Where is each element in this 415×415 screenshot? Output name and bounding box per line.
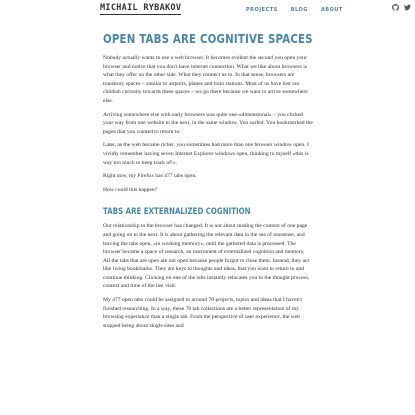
site-logo[interactable]: MICHAIL RYBAKOV xyxy=(100,3,182,13)
paragraph: Later, as the web became richer, you sometimes had more than one browser window open. I vividly remember having seven Internet Explorer windows open, thinking to myself «this is way too much to keep track of!». xyxy=(103,142,309,166)
site-header xyxy=(0,0,415,22)
article xyxy=(103,28,314,335)
article-title: OPEN TABS ARE COGNITIVE SPACES xyxy=(103,31,313,46)
nav-link-about[interactable]: ABOUT xyxy=(320,7,343,13)
github-icon[interactable] xyxy=(392,4,399,11)
paragraph: How could this happen? xyxy=(103,186,158,193)
section-heading: TABS ARE EXTERNALIZED COGNITION xyxy=(103,207,251,218)
paragraph: Arriving somewhere else with early browsers was quite one-«dimensional» – you clicked your way from one website to the next, in the same window. You surfed. You bookmarked the pages that you wanted to return to. xyxy=(103,111,313,135)
main-nav xyxy=(246,7,343,13)
paragraph: Nobody actually wants to use a web browser. It becomes evident the second you open your browser and notice that you don't have internet connection. What we like about browsers is what they offer on the other side. What they connect us to. In that sense, browsers are transitory spaces – similar to airports, planes and train stations. Most of us have lost our childish curiosity towards these spaces – we go there because we want to arrive somewhere else. xyxy=(103,55,308,104)
twitter-icon[interactable] xyxy=(404,4,411,11)
nav-link-blog[interactable]: BLOG xyxy=(290,7,308,13)
paragraph: My 477 open tabs could be assigned to around 70 projects, topics and ideas that I haven't finished researching. In a way, these 70 tab collections are a better representation of my browsing experience than a single tab. From the perspective of user experience, the web stopped being about single sites and xyxy=(103,297,303,329)
paragraph: Right now, my Firefox has 477 tabs open. xyxy=(103,173,197,180)
nav-link-projects[interactable]: PROJECTS xyxy=(246,7,278,13)
social-links xyxy=(392,4,411,11)
paragraph: All the tabs that are open are not open because people forgot to close them. Instead, they act like living bookmarks. They are keys to thoughts and ideas, that you want to return to and continue thinking. Clicking on one of the tabs instantly relocates you to the thought process, context and time of the last visit. xyxy=(103,257,310,290)
paragraph: Our relationship to the browser has changed. It is not about reading the content of one page and going on to the next. It is about gathering the relevant data in the sea of nonsense, and leaving the tabs open, «in working memory», until the gathered data is processed. The browser became a space of research, an instrument of externalized cognition and memory. xyxy=(103,223,308,256)
